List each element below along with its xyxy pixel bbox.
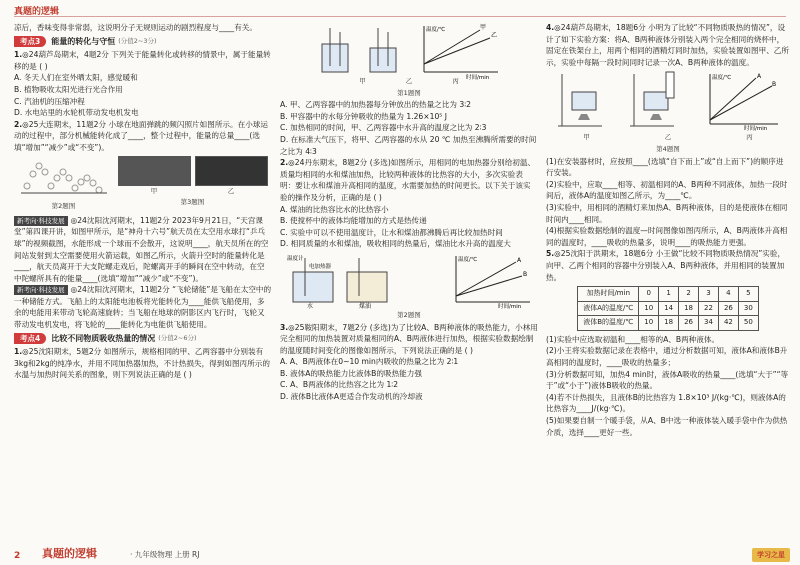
figure-label: 甲 xyxy=(150,186,158,195)
sub-question: (1)实验中应选取初温和____相等的A、B两种液体。 xyxy=(546,334,720,344)
table-header-row: 加热时间/min 0 1 2 3 4 5 xyxy=(578,287,759,302)
figure-caption: 第2题图 xyxy=(51,202,76,211)
figure-caption: 第1题图 xyxy=(397,88,421,97)
line-label: A xyxy=(757,73,762,81)
axis-label-x: 时间/min xyxy=(466,75,490,81)
sub-question: (3)分析数据可知，加热4 min时，液体A吸收的热量____(选填“大于”“等于”或“小于”)液体B吸收的热量。 xyxy=(546,369,789,391)
photo-rocket xyxy=(195,156,268,186)
figure-label: 乙 xyxy=(405,77,413,85)
sub-question: (3)实验中，用相同的酒精灯来加热A、B两种液体，目的是使液体在相同时间内____相同。 xyxy=(546,202,788,224)
page-header-title: 真题的逻辑 xyxy=(14,7,60,17)
option: B. 液体A的吸热能力比液体B的吸热能力强 xyxy=(280,368,422,378)
sub-question: (1)在安装器材时，应按照____(选填“自下而上”或“自上而下”)的顺序进行安装。 xyxy=(546,156,784,178)
figure-label: 水 xyxy=(306,302,313,310)
option: D. 液体B比液体A更适合作发动机的冷却液 xyxy=(280,392,423,402)
column-3 xyxy=(546,22,790,438)
column-1 xyxy=(14,22,272,381)
tag: 新考向·科技发展 xyxy=(14,285,68,295)
figure-2 xyxy=(280,252,538,308)
section-3-header xyxy=(14,36,272,48)
figure-label: 乙 xyxy=(664,133,672,142)
axis-label-y: 温度/℃ xyxy=(712,75,732,82)
section-title: 比较不同物质吸收热量的情况 xyxy=(51,333,156,343)
line-label: A xyxy=(516,256,521,264)
line-label: 甲 xyxy=(480,24,487,31)
option: B. 使搅杯中的液体均能增加的方式是热传递 xyxy=(280,216,427,226)
photo-space-station xyxy=(118,156,191,186)
figure-label: 丙 xyxy=(452,77,459,85)
figure-1-labels xyxy=(280,76,538,88)
container-yi-figure xyxy=(364,26,404,76)
question-2: 2.◎24丹东期末，8题2分 (多选)如图所示，用相同的电加热器分别给初温、质量均相同的水和煤油加热，比较两种液体的比热容的大小，多次实验表明：要让水和煤油升高相同的温度，水需要加热的时间更长。以下关于该实验的操作及分析，正确的是 ( ) xyxy=(280,158,536,202)
figure-4-labels xyxy=(546,132,790,144)
figure-label: 甲 xyxy=(583,133,590,142)
figure-caption: 第4题图 xyxy=(656,144,680,153)
option: A. 冬天人们在室外晒太阳，感觉暖和 xyxy=(14,73,138,83)
apparatus-yi-figure xyxy=(628,70,680,130)
container-jia-figure xyxy=(316,26,356,76)
figure-label: 乙 xyxy=(227,186,235,195)
axis-label-x: 时间/min xyxy=(744,126,768,133)
figure-1 xyxy=(280,22,538,81)
temperature-graph xyxy=(412,22,502,81)
option: B. 植物吸收太阳光进行光合作用 xyxy=(14,84,123,94)
question-1: 1.◎24葫芦岛期末，4题2分 下列关于能量转化或转移的情景中，属于能量转移的是 ( ) xyxy=(14,50,271,71)
figure-4 xyxy=(546,70,790,133)
question-5: 5.◎25沈阳于洪期末，18题6分 小王做“比较不同物质吸热情况”实验，向甲、乙两个相同的容器中分别装入A、B两种液体，并用相同的装置加热。 xyxy=(546,249,786,282)
figure-label: 甲 xyxy=(359,77,366,85)
corner-logo: 学习之星 xyxy=(752,548,790,562)
footer-brand: 真题的逻辑 xyxy=(42,547,97,560)
section-score: (分值2~6分) xyxy=(158,333,197,342)
temperature-graph-2 xyxy=(444,252,534,308)
option: C. 汽油机的压缩冲程 xyxy=(14,96,85,106)
question-3: 3.◎25鞍阳期末，7题2分 (多选)为了比较A、B两种液体的吸热能力，小林用完全相同的加热装置对质量相同的A、B两液体进行加热，根据实验数据绘制的温度随时间变化的图像如图所示，下列说法正确的是 ( ) xyxy=(280,322,538,355)
axis-label-y: 温度/℃ xyxy=(426,27,446,33)
figure-label: 电加热器 xyxy=(308,263,331,270)
section-4-header xyxy=(14,333,272,345)
figure-caption: 第3题图 xyxy=(180,198,205,207)
section-score: (分值2~3分) xyxy=(118,36,157,45)
axis-label-x: 时间/min xyxy=(497,303,521,310)
sub-question: (4)根据实验数据绘制的温度—时间图像如图丙所示，A、B两液体升高相同的温度时，____吸收的热量多，说明____的吸热能力更强。 xyxy=(546,226,788,247)
table-row: 液体B的温度/℃ 10 18 26 34 42 50 xyxy=(578,316,759,331)
option: A. A、B两液体在0~10 min内吸收的热量之比为 2∶1 xyxy=(280,357,459,367)
option: C. 加热相同的时间，甲、乙两容器中水升高的温度之比为 2∶3 xyxy=(280,123,487,133)
data-table xyxy=(577,286,759,331)
figure-label: 丙 xyxy=(746,133,753,142)
column-2 xyxy=(280,22,538,403)
line-label: 乙 xyxy=(491,32,498,39)
figure-caption: 第2题图 xyxy=(397,310,421,319)
figure-label: 煤油 xyxy=(358,302,371,310)
sub-question: (4)若不计热损失，且液体B的比热容为 1.8×10³ J/(kg·℃)，则液体A的比热容为____J/(kg·℃)。 xyxy=(546,392,786,414)
question-4: 4.◎24葫芦岛期末，18题6分 小明为了比较“不同物质吸热的情况”，设计了如下实验方案：将A、B两种液体分别装入两个完全相同的烧杯中，固定在铁架台上，用两个相同的酒精灯同时加热，实验装置如图甲、乙所示，实验中每隔一段时间同时记录一次A、B两种液体的温度。 xyxy=(546,23,789,67)
option: A. 甲、乙两容器中的加热器每分钟放出的热量之比为 3∶2 xyxy=(280,100,472,110)
option: D. 相同质量的水和煤油，吸收相同的热量后，煤油比水升高的温度大 xyxy=(280,239,511,249)
bouncing-ball-figure xyxy=(19,156,109,198)
sub-question: (5)如果要自制一个暖手袋，从A、B中选一种液体装入暖手袋中作为供热介质，选择____更好一些。 xyxy=(546,416,788,437)
question-5: 1.◎25沈阳期末，5题2分 如图所示，规格相同的甲、乙两容器中分别装有3kg和2kg的纯净水，并用不同加热器加热，不计热损失，得到如图丙所示的水温与加热时间关系的图象，则下列说法正确的是 ( ) xyxy=(14,347,270,380)
section-badge: 考点3 xyxy=(14,36,46,48)
option: A. 煤油的比热容比水的比热容小 xyxy=(280,204,389,214)
page-footer xyxy=(0,543,800,565)
continued-text: 凉后，香味变得非常弱，这说明分子无规则运动的剧烈程度与____有关。 xyxy=(14,23,257,32)
axis-label-y: 温度/℃ xyxy=(457,256,477,263)
option: C. 实验中可以不使用温度计，让水和煤油都沸腾后再比较加热时间 xyxy=(280,227,503,237)
sub-question: (2)小王将实验数据记录在表格中，通过分析数据可知，液体A和液体B升高相同的温度时，____吸收的热量多； xyxy=(546,346,788,368)
figure-2-3 xyxy=(14,156,272,213)
option: D. 水电站里的水轮机带动发电机发电 xyxy=(14,108,139,118)
option: D. 在标准大气压下，将甲、乙两容器的水从 20 ℃ 加热至沸腾所需要的时间之比为 4∶3 xyxy=(280,134,537,156)
option: B. 甲容器中的水每分钟吸收的热量为 1.26×10⁵ J xyxy=(280,111,447,121)
heater-setup-figure xyxy=(285,252,435,308)
footer-subject: · 九年级物理 上册 RJ xyxy=(130,550,200,559)
sub-question: (2)实验中，应取____相等、初温相同的A、B两种不同液体，加热一段时间后，液体A的温度如图乙所示，为____℃。 xyxy=(546,179,788,201)
option: C. A、B两液体的比热容之比为 1∶2 xyxy=(280,380,399,390)
line-label: B xyxy=(772,81,777,89)
question-4: 新考向·科技发展 ◎24沈阳沈河期末，11题2分 “飞轮储能”是飞船在太空中的一种储能方式。飞船上的太阳能电池板将光能转化为____能供飞船使用，多余的电能用来带动飞轮高速旋转；当飞船在地球的阴影区内飞行时，飞轮又带动发电机发电，将飞轮的____能转化为电能供飞船使用。 xyxy=(14,285,272,330)
figure-label: 温度计 xyxy=(286,255,304,262)
temperature-graph-4 xyxy=(700,70,780,133)
section-title: 能量的转化与守恒 xyxy=(51,36,116,46)
question-3: 新考向·科技发展 ◎24沈阳沈河期末，11题2分 2023年9月21日，“天宫课堂”第四课开讲，如图甲所示，是“神舟十六号”航天员在太空用水球打“乒乓球”的视频截图，水能形成一个球而不会散开，这说明____，航天员所在的空间站发射到太空需要使用火箭运载，如图乙所示，火箭升空时的能量转化是____，航天员离开于大支陀螺走戏后，陀螺离开手的瞬间在空中转动，在空中陀螺所具有的能量____(选填“增加”“减少”或“不变”)。 xyxy=(14,215,269,283)
question-2: 2.◎25大连期末，11题2分 小球在地面弹跳的频闪照片如图所示。在小球运动的过程中，部分机械能转化成了____，整个过程中，能量的总量____(选填“增加”“减少”或“不变”)。 xyxy=(14,119,268,152)
apparatus-jia-figure xyxy=(556,70,608,130)
header-divider xyxy=(14,16,786,17)
table-row: 液体A的温度/℃ 10 14 18 22 26 30 xyxy=(578,301,759,316)
page-number: 2 xyxy=(14,551,21,561)
line-label: B xyxy=(522,270,527,278)
section-badge: 考点4 xyxy=(14,333,46,345)
tag: 新考向·科技发展 xyxy=(14,216,68,226)
